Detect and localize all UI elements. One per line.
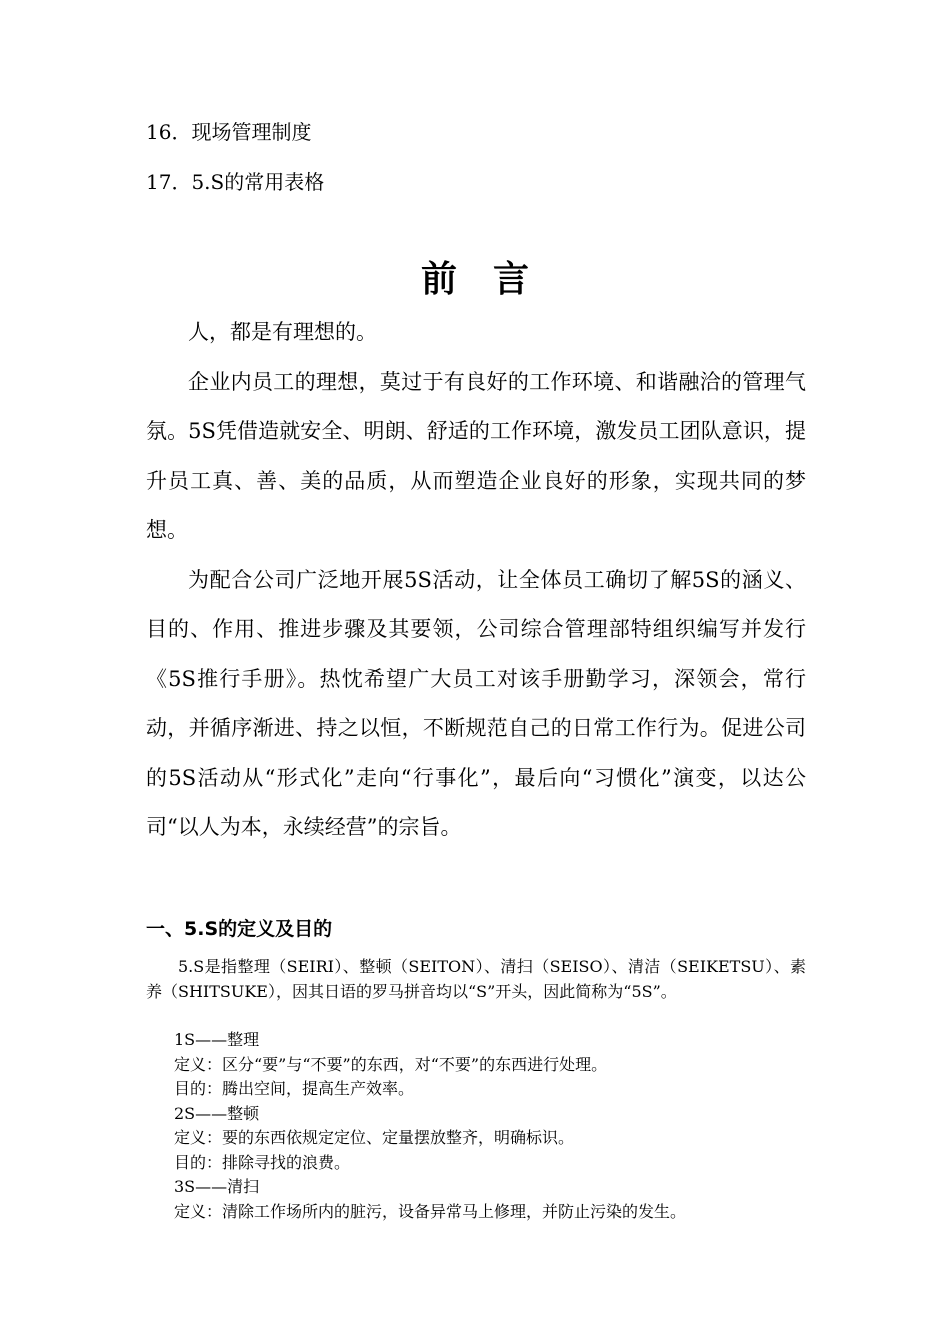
definition-line: 定义：要的东西依规定定位、定量摆放整齐，明确标识。 [174, 1128, 575, 1147]
definition-intro-text: 5.S是指整理（SEIRI）、整顿（SEITON）、清扫（SEISO）、清洁（SEIKETSU）、素养（SHITSUKE），因其日语的罗马拼音均以“S”开头，因此简称为“5S”。 [146, 957, 806, 1001]
definition-list [174, 1028, 814, 1224]
definition-line: 定义：区分“要”与“不要”的东西，对“不要”的东西进行处理。 [174, 1054, 608, 1074]
definition-intro [146, 955, 806, 1004]
preface-paragraph: 为配合公司广泛地开展5S活动，让全体员工确切了解5S的涵义、目的、作用、推进步骤及其要领，公司综合管理部特组织编写并发行《5S推行手册》。热忱希望广大员工对该手册勤学习，深领会，常行动，并循序渐进、持之以恒，不断规范自己的日常工作行为。促进公司的5S活动从“形式化”走向“行事化”，最后向“习惯化”演变，以达公司“以人为本，永续经营”的宗旨。 [146, 567, 806, 839]
toc-item-17: 17．5.S的常用表格 [146, 170, 325, 194]
section-heading: 一、5.S的定义及目的 [146, 918, 333, 940]
definition-line: 定义：清除工作场所内的脏污，设备异常马上修理，并防止污染的发生。 [174, 1201, 687, 1221]
definition-line: 目的：排除寻找的浪费。 [174, 1152, 351, 1172]
definition-line: 3S——清扫 [174, 1177, 260, 1196]
preface-paragraph: 企业内员工的理想，莫过于有良好的工作环境、和谐融洽的管理气氛。5S凭借造就安全、明朗、舒适的工作环境，激发员工团队意识，提升员工真、善、美的品质，从而塑造企业良好的形象，实现共同的梦想。 [146, 369, 806, 542]
definition-line: 1S——整理 [174, 1030, 260, 1049]
preface-title: 前 言 [420, 259, 529, 300]
preface-paragraph: 人，都是有理想的。 [188, 320, 377, 344]
definition-line: 目的：腾出空间，提高生产效率。 [174, 1079, 415, 1098]
toc-item-16: 16．现场管理制度 [146, 120, 312, 144]
preface-body [146, 308, 806, 853]
definition-line: 2S——整顿 [174, 1103, 260, 1123]
